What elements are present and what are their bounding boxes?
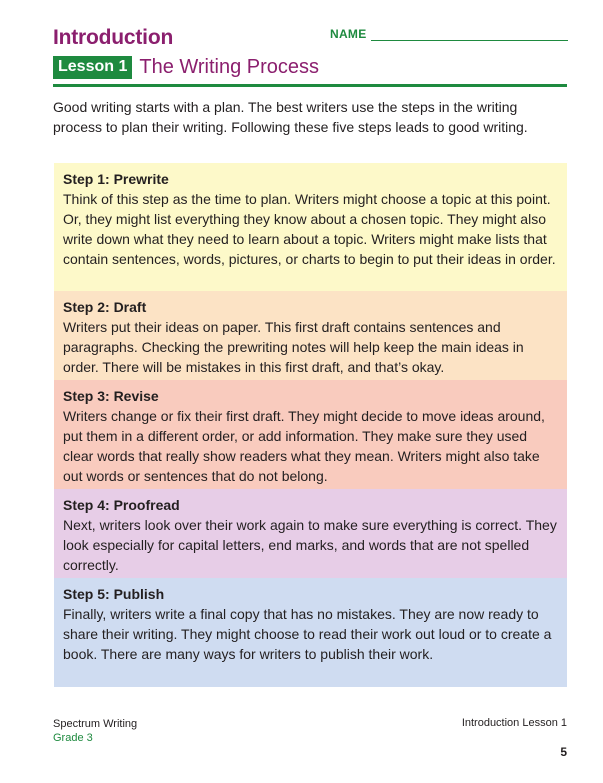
step-text: Think of this step as the time to plan. Writers might choose a topic at this point. Or, they might list everything they know about a chosen topic. They might also write down what they need to learn about a topic. Writers might make lists that contain sentences, words, pictures, or charts to begin to put their ideas in order. — [63, 191, 556, 267]
lesson-badge: Lesson 1 — [53, 56, 132, 79]
step-box-draft — [54, 291, 567, 380]
footer-grade: Grade 3 — [53, 732, 93, 744]
page-title: Introduction — [53, 26, 174, 49]
step-text: Finally, writers write a final copy that has no mistakes. They are now ready to share their writing. They might choose to read their work out loud or to create a book. There are many ways for writers to publish their work. — [63, 606, 552, 662]
step-text: Writers put their ideas on paper. This first draft contains sentences and paragraphs. Checking the prewriting notes will help keep the main ideas in order. There will be mistakes in this first draft, and that’s okay. — [63, 319, 524, 375]
page-number: 5 — [560, 745, 567, 759]
name-label: NAME — [330, 27, 367, 41]
lesson-title: The Writing Process — [139, 56, 320, 78]
step-box-prewrite — [54, 163, 567, 291]
footer-series-info — [53, 717, 137, 745]
step-box-proofread — [54, 489, 567, 578]
step-box-revise — [54, 380, 567, 489]
step-box-publish — [54, 578, 567, 687]
steps-list — [54, 163, 567, 687]
header-divider — [53, 84, 567, 87]
step-title: Step 4: Proofread — [63, 497, 180, 513]
step-title: Step 2: Draft — [63, 299, 147, 315]
step-text: Writers change or fix their first draft. They might decide to move ideas around, put them in a different order, or add information. They make sure they used clear words that really show readers what they mean. Writers might also take out words or sentences that do not belong. — [63, 408, 545, 484]
intro-paragraph: Good writing starts with a plan. The best writers use the steps in the writing process to plan their writing. Following these five steps leads to good writing. — [53, 99, 528, 135]
footer-lesson-ref: Introduction Lesson 1 — [461, 717, 567, 729]
step-title: Step 3: Revise — [63, 388, 159, 404]
step-title: Step 1: Prewrite — [63, 171, 169, 187]
step-text: Next, writers look over their work again to make sure everything is correct. They look especially for capital letters, end marks, and words that are not spelled correctly. — [63, 517, 557, 573]
step-title: Step 5: Publish — [63, 586, 165, 602]
name-field — [330, 27, 568, 41]
name-write-line — [371, 30, 568, 41]
footer-series: Spectrum Writing — [53, 718, 138, 730]
lesson-header — [53, 56, 319, 79]
